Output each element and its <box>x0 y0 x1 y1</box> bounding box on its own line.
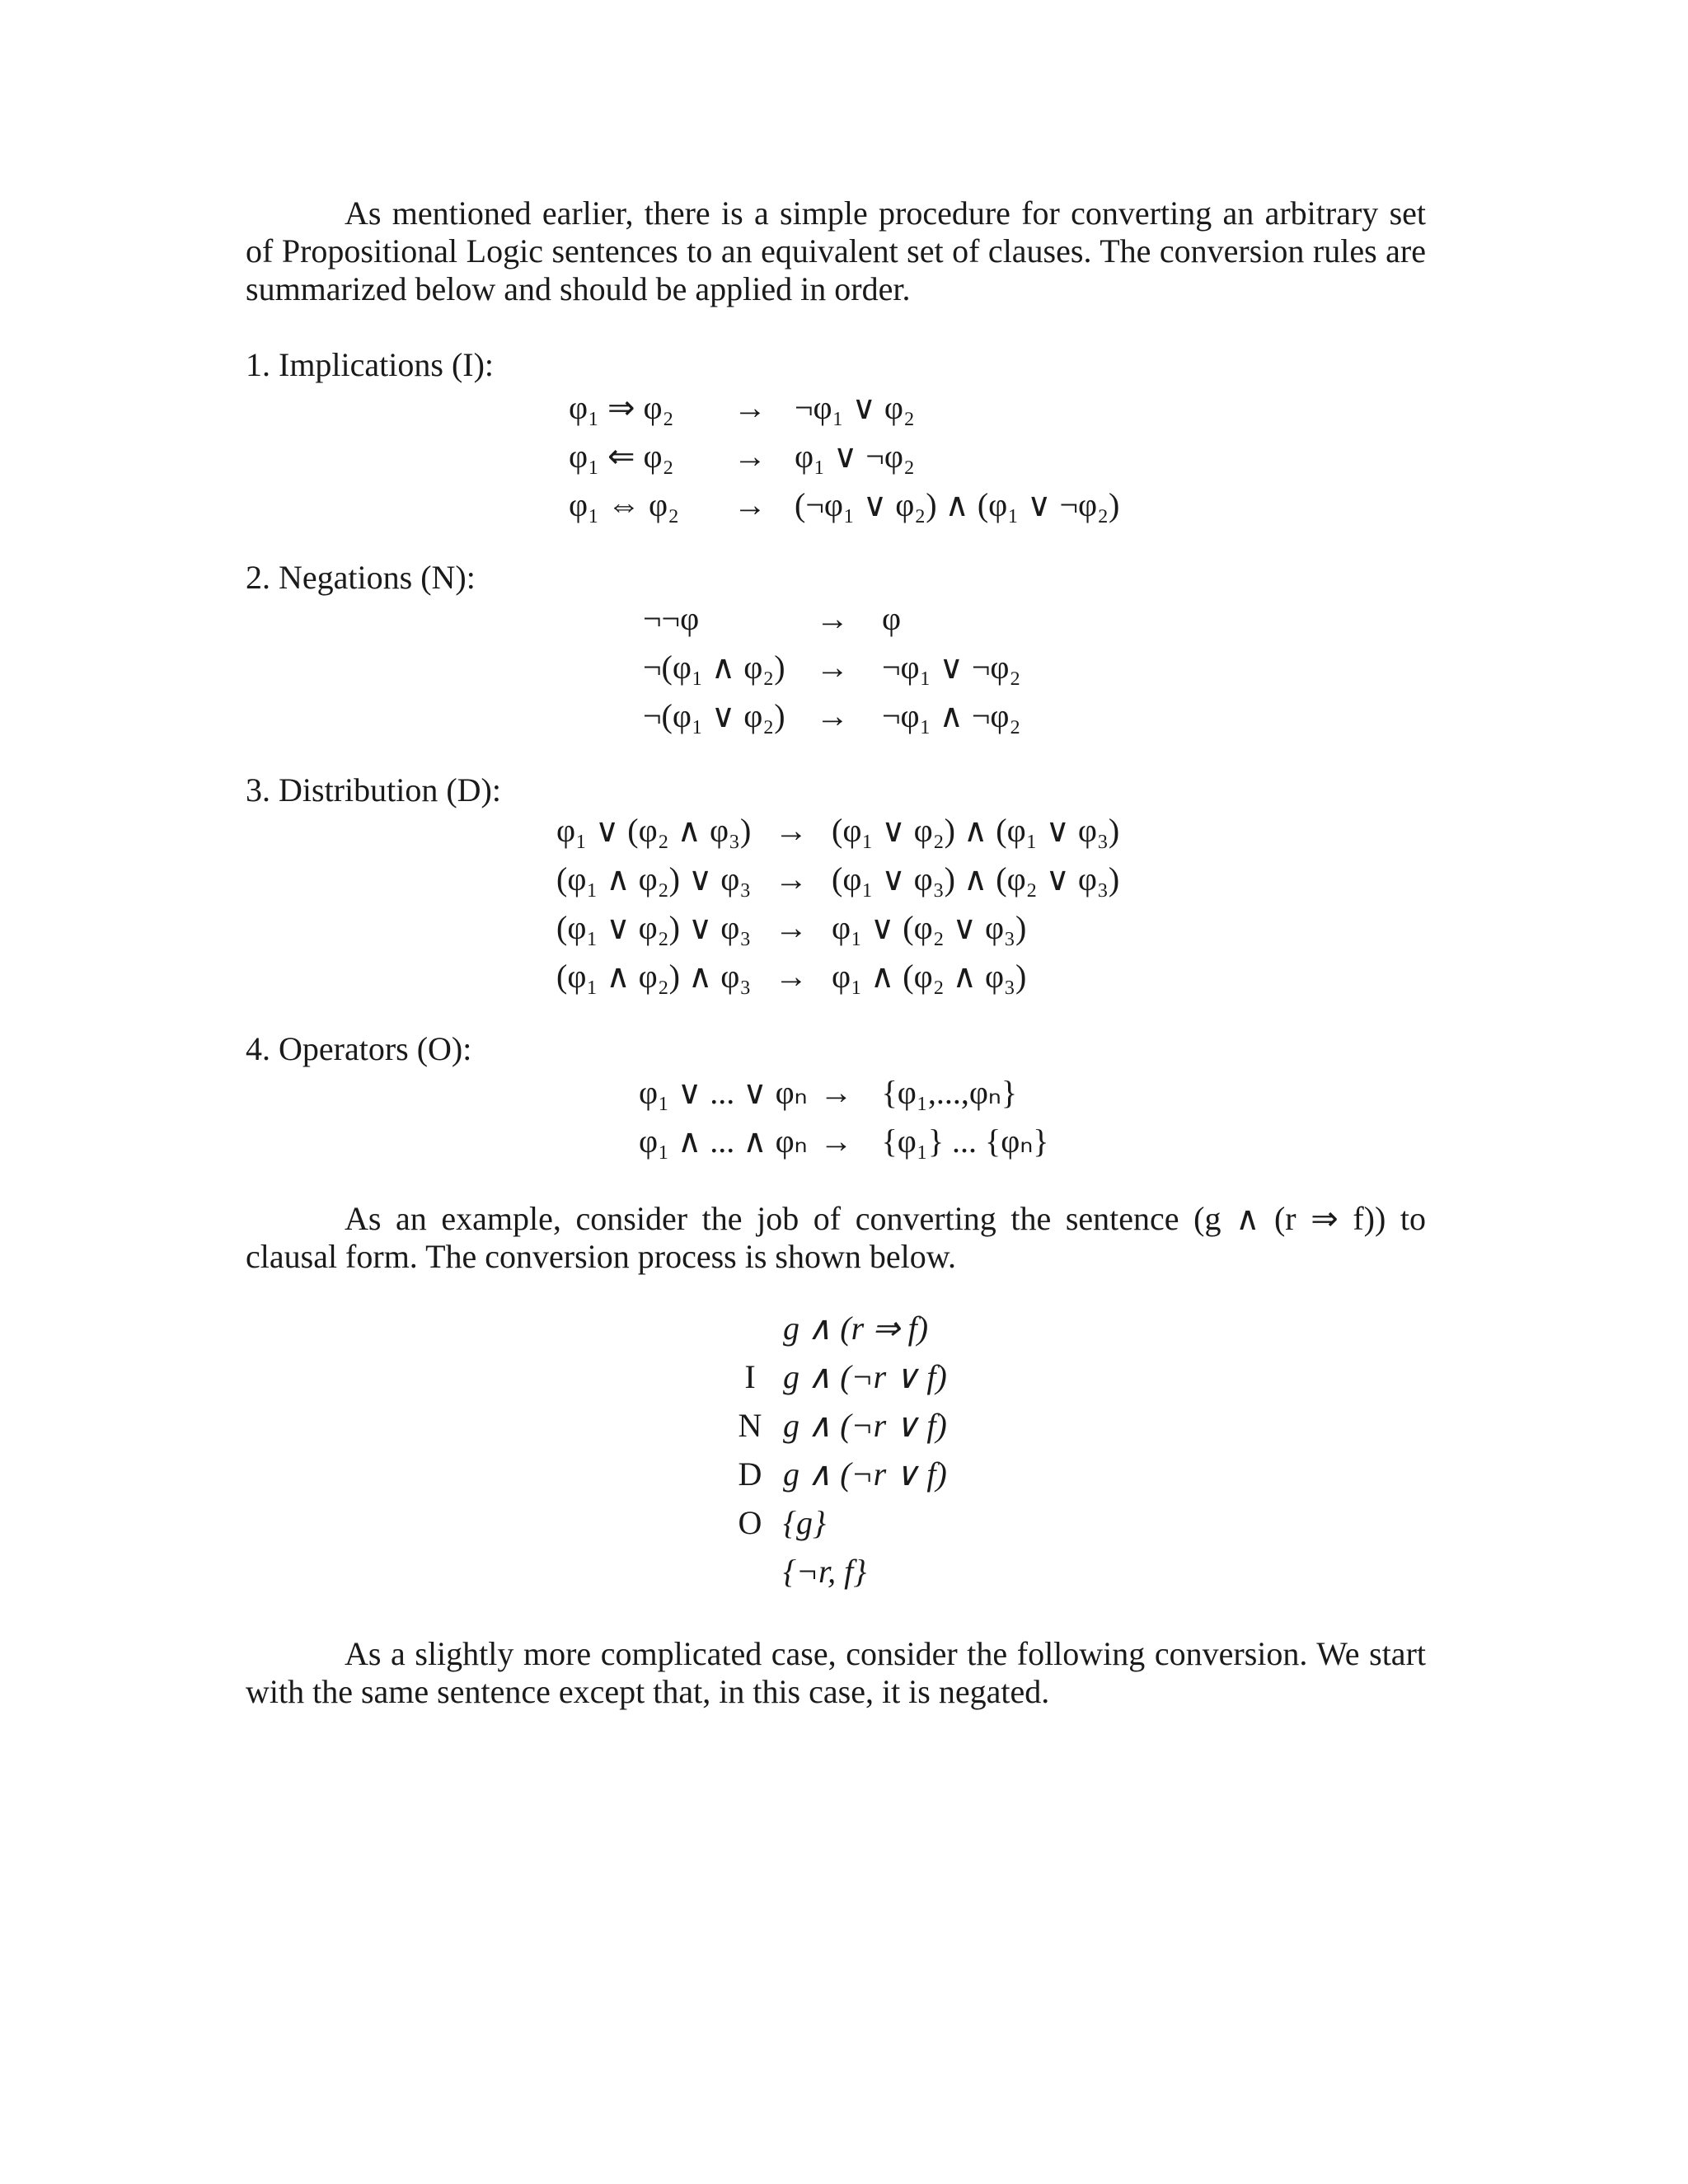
section-heading-distribution: 3. Distribution (D): <box>246 771 501 808</box>
section-heading-implications: 1. Implications (I): <box>246 346 495 383</box>
rule-rhs: {φ₁,...,φₙ} <box>881 1074 1018 1111</box>
rule-row <box>556 806 1119 855</box>
rule-arrow: → <box>816 600 849 637</box>
rule-lhs: φ₁ ∧ ... ∧ φₙ <box>639 1122 808 1160</box>
step-expression: {¬r, f} <box>783 1553 867 1590</box>
step-row <box>717 1401 947 1450</box>
rule-rhs: φ <box>882 600 902 637</box>
rule-row <box>569 480 1119 529</box>
step-expression: g ∧ (¬r ∨ f) <box>783 1407 947 1444</box>
rule-lhs: ¬(φ₁ ∨ φ₂) <box>643 697 785 734</box>
rules-table-negations <box>643 594 1020 740</box>
step-row <box>717 1450 947 1498</box>
step-row <box>717 1304 947 1352</box>
rule-arrow: → <box>816 697 849 734</box>
rule-arrow: → <box>819 1122 853 1160</box>
rule-row <box>556 903 1119 952</box>
rule-row <box>569 432 1119 480</box>
rule-lhs: (φ₁ ∨ φ₂) ∨ φ₃ <box>556 909 752 946</box>
rule-row <box>643 643 1020 691</box>
rule-rhs: φ₁ ∨ ¬φ₂ <box>795 438 915 475</box>
rule-row <box>639 1068 1048 1117</box>
example-paragraph: As an example, consider the job of converting the sentence (g ∧ (r ⇒ f)) to clausal form. The conversion process is shown below. <box>246 1200 1426 1275</box>
rule-rhs: (φ₁ ∨ φ₂) ∧ (φ₁ ∨ φ₃) <box>832 812 1120 849</box>
rule-arrow: → <box>816 649 849 686</box>
rule-lhs: φ₁ ⇒ φ₂ <box>569 389 674 426</box>
step-label: I <box>744 1358 756 1395</box>
step-row <box>717 1352 947 1401</box>
intro-paragraph: As mentioned earlier, there is a simple procedure for converting an arbitrary set of Propositional Logic sentences to an equivalent set of clauses. The conversion rules are summarized below and should be applied in order. <box>246 194 1426 307</box>
step-expression: g ∧ (¬r ∨ f) <box>783 1358 947 1395</box>
rule-row <box>639 1117 1048 1165</box>
step-expression: g ∧ (r ⇒ f) <box>783 1310 929 1347</box>
rule-row <box>643 594 1020 643</box>
rule-rhs: ¬φ₁ ∨ ¬φ₂ <box>882 649 1021 686</box>
section-heading-negations: 2. Negations (N): <box>246 559 476 596</box>
step-label <box>717 1547 783 1596</box>
rule-arrow: → <box>775 909 808 946</box>
rule-arrow: → <box>819 1074 853 1111</box>
rule-lhs: φ₁ ∨ ... ∨ φₙ <box>639 1074 808 1111</box>
conversion-steps-table <box>717 1304 947 1596</box>
rule-rhs: (φ₁ ∨ φ₃) ∧ (φ₂ ∨ φ₃) <box>832 860 1120 898</box>
rule-lhs: (φ₁ ∧ φ₂) ∧ φ₃ <box>556 958 752 995</box>
step-label: O <box>738 1504 762 1541</box>
step-expression: g ∧ (¬r ∨ f) <box>783 1455 947 1493</box>
rules-table-distribution <box>556 806 1119 1001</box>
step-label: D <box>738 1455 762 1493</box>
rule-rhs: ¬φ₁ ∨ φ₂ <box>795 389 915 426</box>
rule-rhs: φ₁ ∨ (φ₂ ∨ φ₃) <box>832 909 1027 946</box>
rule-rhs: {φ₁} ... {φₙ} <box>881 1122 1049 1160</box>
rule-lhs: φ₁ ⇔ φ₂ <box>569 486 680 523</box>
rule-arrow: → <box>734 486 767 523</box>
step-expression: {g} <box>783 1504 826 1541</box>
rule-row <box>556 855 1119 903</box>
closing-paragraph: As a slightly more complicated case, consider the following conversion. We start with the same sentence except that, in this case, it is negated. <box>246 1635 1426 1710</box>
rules-table-operators <box>639 1068 1048 1165</box>
rule-arrow: → <box>734 389 767 426</box>
rule-lhs: φ₁ ⇐ φ₂ <box>569 438 674 475</box>
rule-arrow: → <box>775 860 808 898</box>
rule-lhs: ¬(φ₁ ∧ φ₂) <box>643 649 785 686</box>
step-row <box>717 1547 947 1596</box>
step-label <box>717 1304 783 1352</box>
rules-table-implications <box>569 383 1119 529</box>
rule-rhs: ¬φ₁ ∧ ¬φ₂ <box>882 697 1021 734</box>
step-label: N <box>738 1407 762 1444</box>
section-heading-operators: 4. Operators (O): <box>246 1030 472 1067</box>
step-row <box>717 1498 947 1547</box>
rule-rhs: (¬φ₁ ∨ φ₂) ∧ (φ₁ ∨ ¬φ₂) <box>795 486 1120 523</box>
rule-lhs: ¬¬φ <box>643 600 700 637</box>
rule-arrow: → <box>775 812 808 849</box>
rule-row <box>556 952 1119 1001</box>
rule-row <box>569 383 1119 432</box>
rule-arrow: → <box>775 958 808 995</box>
rule-rhs: φ₁ ∧ (φ₂ ∧ φ₃) <box>832 958 1027 995</box>
rule-lhs: φ₁ ∨ (φ₂ ∧ φ₃) <box>556 812 752 849</box>
rule-row <box>643 691 1020 740</box>
rule-lhs: (φ₁ ∧ φ₂) ∨ φ₃ <box>556 860 752 898</box>
rule-arrow: → <box>734 438 767 475</box>
